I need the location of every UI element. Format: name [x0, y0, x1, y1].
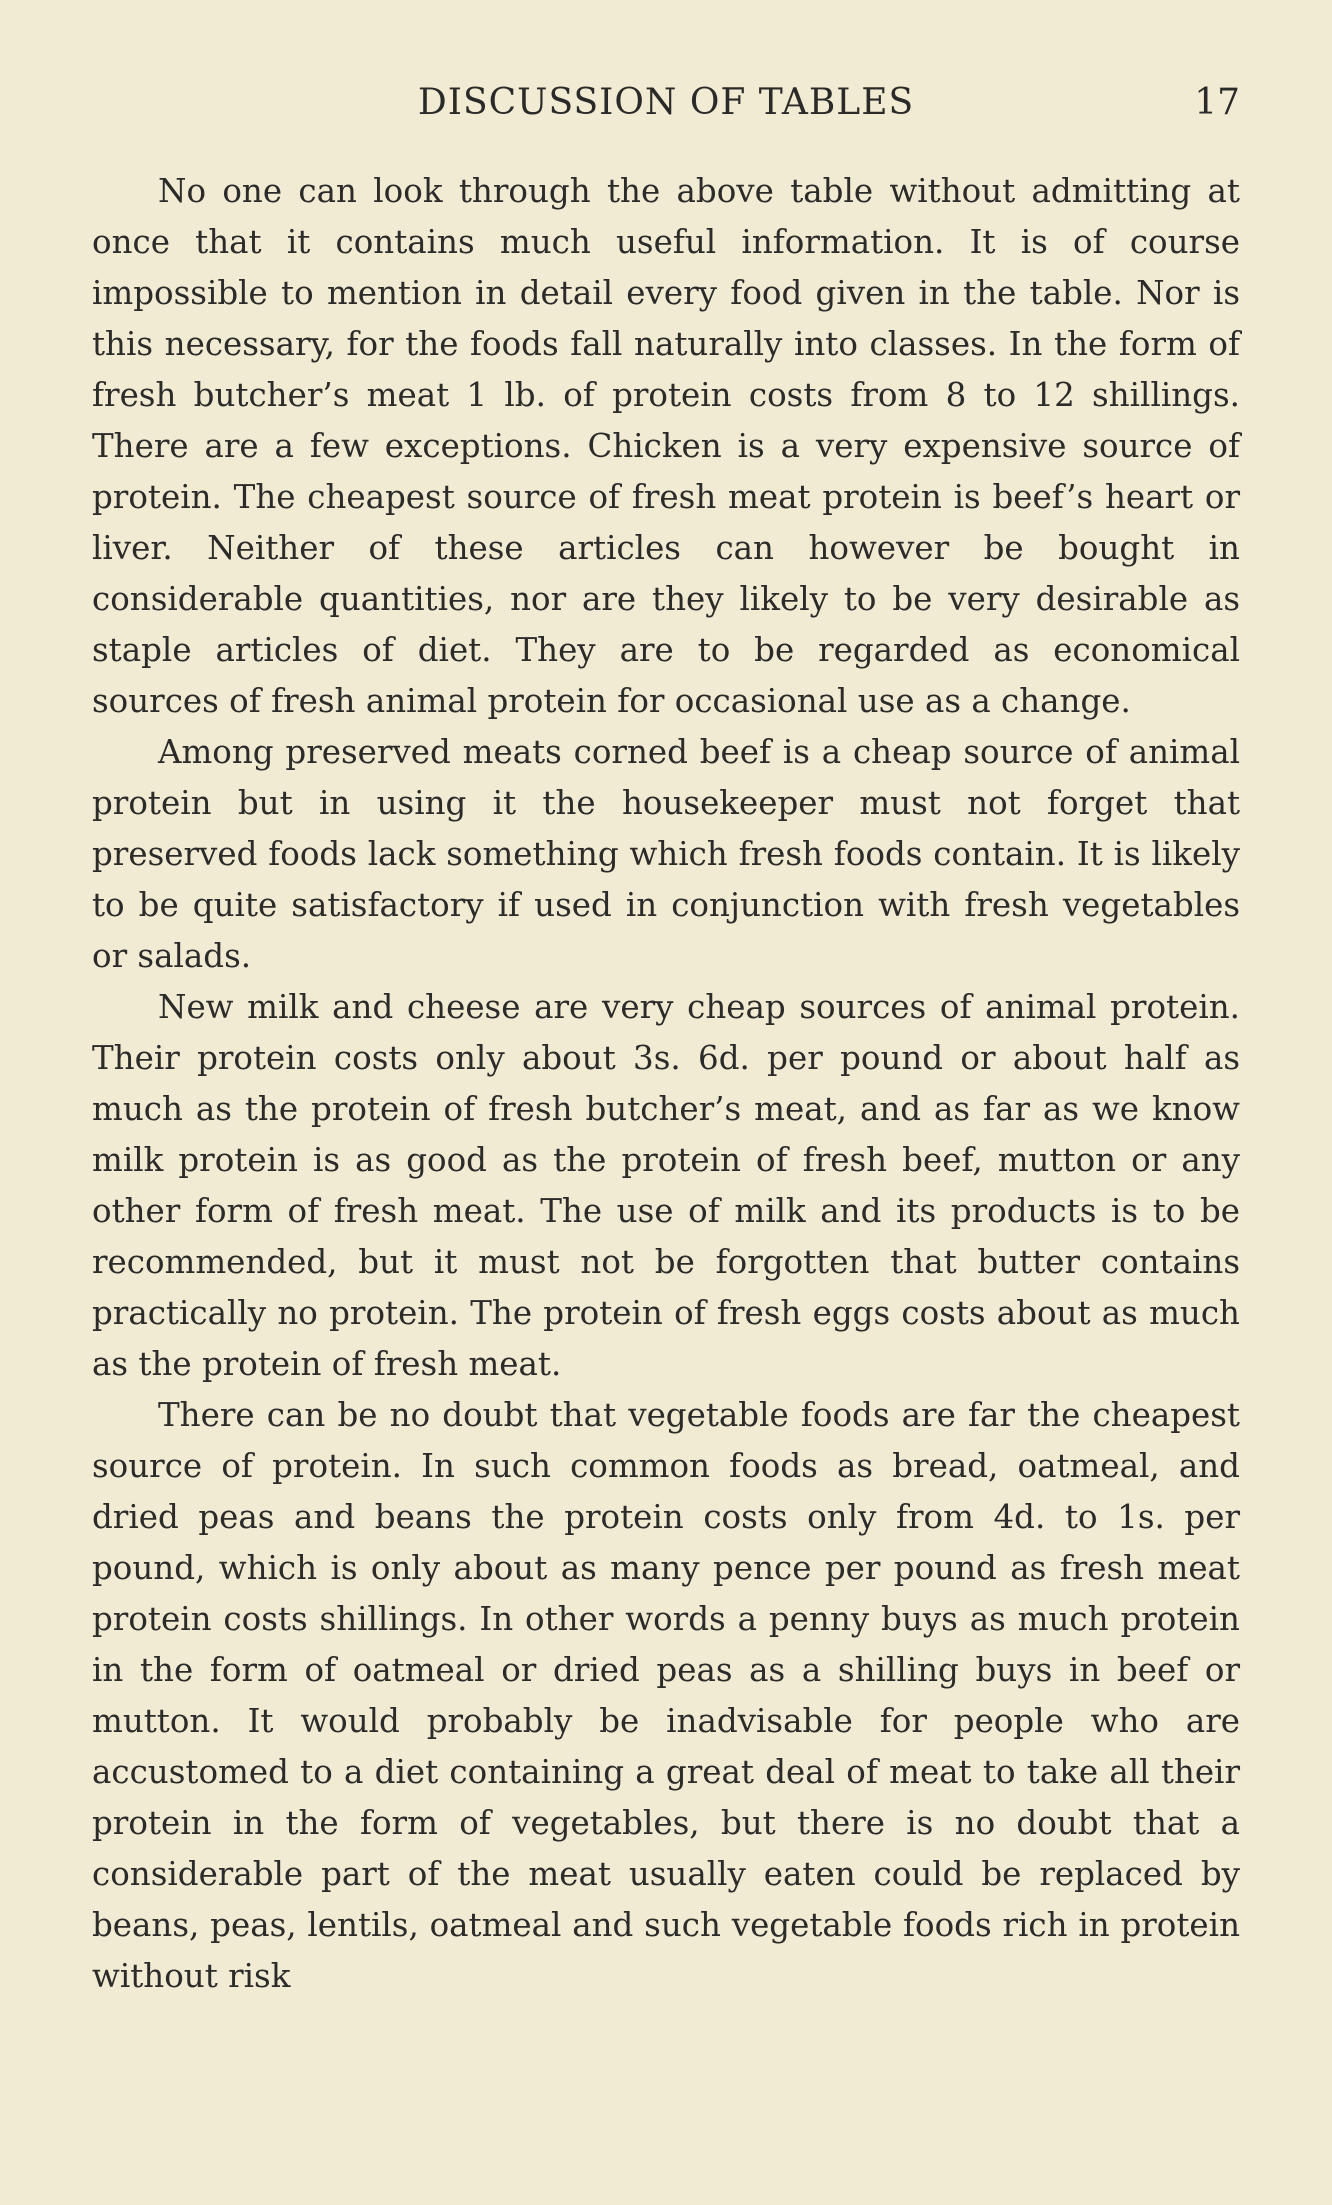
- paragraph: No one can look through the above table without admitting at once that it contains much useful information. It is of course impossible to mention in detail every food given in the table. Nor is this necessary, for the foods fall naturally into classes. In the form of fresh butcher’s meat 1 lb. of protein costs from 8 to 12 shillings. There are a few exceptions. Chicken is a very expensive source of protein. The cheapest source of fresh meat protein is beef’s heart or liver. Neither of these articles can however be bought in considerable quantities, nor are they likely to be very desirable as staple articles of diet. They are to be regarded as economical sources of fresh animal protein for occasional use as a change.: [92, 172, 1240, 720]
- paragraph: There can be no doubt that vegetable foods are far the cheapest source of protein. In such common foods as bread, oatmeal, and dried peas and beans the protein costs only from 4d. to 1s. per pound, which is only about as many pence per pound as fresh meat protein costs shillings. In other words a penny buys as much protein in the form of oatmeal or dried peas as a shilling buys in beef or mutton. It would probably be inadvisable for people who are accustomed to a diet containing a great deal of meat to take all their protein in the form of vegetables, but there is no doubt that a considerable part of the meat usually eaten could be replaced by beans, peas, lentils, oatmeal and such vegetable foods rich in protein without risk: [92, 1396, 1240, 1995]
- page-header: [92, 78, 1240, 138]
- body-text: [92, 166, 1240, 2002]
- page-number: 17: [1194, 82, 1240, 123]
- paragraph: Among preserved meats corned beef is a cheap source of animal protein but in using it the housekeeper must not forget that preserved foods lack something which fresh foods contain. It is likely to be quite satisfactory if used in conjunction with fresh vegetables or salads.: [92, 733, 1240, 975]
- paragraph: New milk and cheese are very cheap sources of animal protein. Their protein costs only about 3s. 6d. per pound or about half as much as the protein of fresh butcher’s meat, and as far as we know milk protein is as good as the protein of fresh beef, mutton or any other form of fresh meat. The use of milk and its products is to be recommended, but it must not be forgotten that butter contains practically no protein. The protein of fresh eggs costs about as much as the protein of fresh meat.: [92, 988, 1240, 1383]
- running-title: DISCUSSION OF TABLES: [417, 82, 915, 123]
